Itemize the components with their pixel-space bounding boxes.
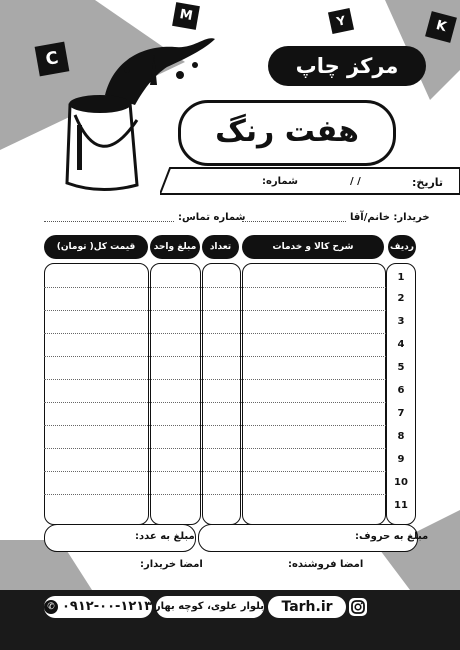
row-divider	[44, 494, 386, 495]
address-pill	[156, 596, 264, 618]
row-divider	[44, 356, 386, 357]
row-divider	[44, 448, 386, 449]
row-number: 1	[397, 272, 405, 283]
date-separators: / /	[350, 176, 361, 187]
amount-digits-label: مبلغ به عدد:	[135, 531, 195, 542]
seller-signature-label: امضا فروشنده:	[288, 559, 364, 570]
row-number: 5	[397, 362, 405, 373]
buyer-label: خریدار: خانم/آقا	[350, 212, 430, 223]
shop-title: مرکز چاپ	[268, 46, 426, 86]
row-number: 4	[397, 339, 405, 350]
row-divider	[44, 379, 386, 380]
phone-pill[interactable]	[44, 596, 152, 618]
website-text: Tarh.ir	[281, 599, 333, 615]
row-number: 2	[397, 293, 405, 304]
header-total-price: قیمت کل( تومان)	[44, 235, 148, 259]
column-description[interactable]	[242, 263, 386, 525]
phone-text: ۰۹۱۲-۰۰-۱۲۱۳	[62, 599, 153, 614]
cmyk-tile-y: Y	[328, 8, 354, 34]
row-number: 3	[397, 316, 405, 327]
column-total-price[interactable]	[44, 263, 149, 525]
row-divider	[44, 425, 386, 426]
header-description: شرح کالا و خدمات	[242, 235, 384, 259]
brand-title: هفت رنگ	[178, 100, 396, 166]
cmyk-tile-m: M	[172, 2, 200, 30]
header-quantity: تعداد	[202, 235, 239, 259]
row-number: 9	[397, 454, 405, 465]
cmyk-tile-c: C	[35, 42, 70, 77]
header-row-number: ردیف	[388, 235, 416, 259]
address-text: بلوار علوی، کوچه بهار	[154, 601, 264, 612]
row-divider	[44, 310, 386, 311]
row-number: 7	[397, 408, 405, 419]
column-quantity[interactable]	[202, 263, 241, 525]
row-divider	[44, 471, 386, 472]
header-unit-price: مبلغ واحد	[150, 235, 200, 259]
row-divider	[44, 287, 386, 288]
amount-words-label: مبلغ به حروف:	[355, 531, 429, 542]
row-divider	[44, 333, 386, 334]
cmyk-tile-k: K	[425, 11, 457, 43]
website-pill[interactable]	[268, 596, 346, 618]
row-number: 6	[397, 385, 405, 396]
row-number: 11	[394, 500, 408, 511]
buyer-field[interactable]	[242, 221, 346, 222]
number-label: شماره:	[262, 176, 298, 187]
date-label: تاریخ:	[412, 176, 444, 189]
phone-field[interactable]	[44, 221, 174, 222]
instagram-icon[interactable]	[349, 598, 367, 616]
row-divider	[44, 402, 386, 403]
phone-icon: ✆	[44, 600, 58, 614]
buyer-signature-label: امضا خریدار:	[140, 559, 203, 570]
phone-label: شماره تماس:	[178, 212, 246, 223]
column-unit-price[interactable]	[150, 263, 201, 525]
row-number: 8	[397, 431, 405, 442]
row-number: 10	[394, 477, 408, 488]
